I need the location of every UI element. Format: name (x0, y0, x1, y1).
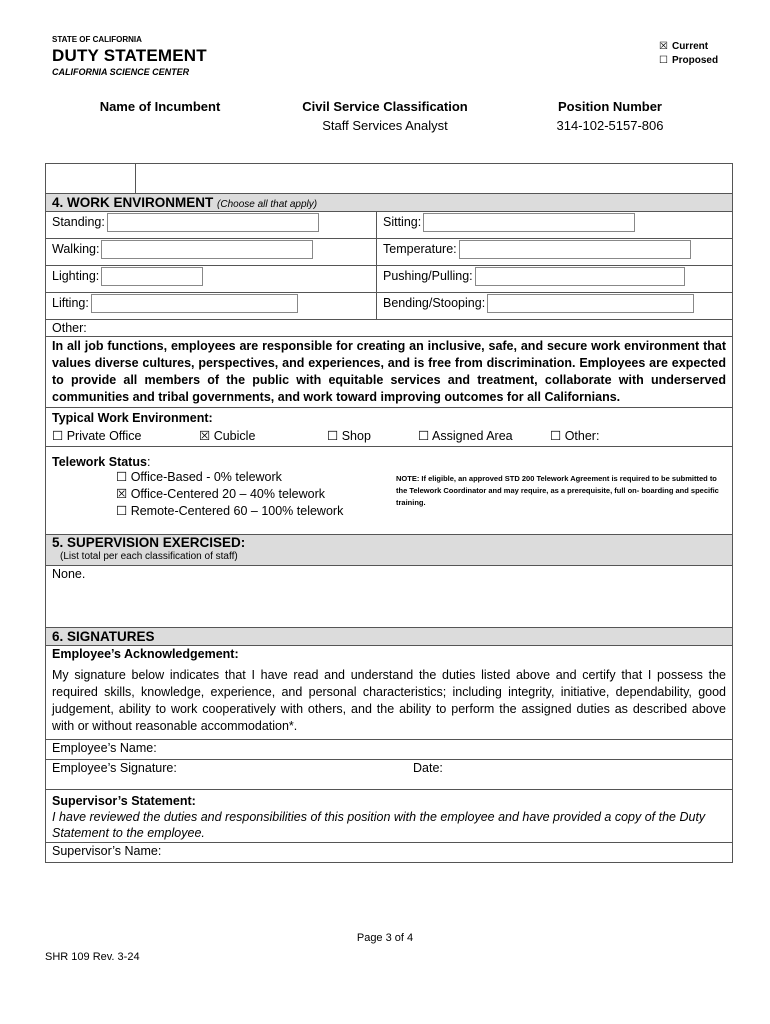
other-cell (46, 320, 733, 337)
checkbox-empty-icon[interactable]: ☐ (659, 55, 668, 66)
position-label: Position Number (557, 99, 662, 114)
sitting-label: Sitting: (383, 214, 422, 229)
row-employee-ack (46, 646, 733, 740)
employee-signature-label: Employee’s Signature: (52, 761, 177, 775)
supervisor-statement-text: I have reviewed the duties and responsibilities of this position with the employee and have provided a copy of the Duty Statement to the employee. (52, 810, 706, 840)
telework-note: NOTE: If eligible, an approved STD 200 Telework Agreement is required to be submitted to the Telework Coordinator and may require, as a prerequisite, full on- boarding and specific training. (396, 474, 719, 507)
standing-cell (46, 212, 377, 239)
option-cubicle-label: Cubicle (213, 429, 256, 443)
temperature-cell (377, 239, 733, 266)
supervision-value: None. (46, 566, 733, 628)
row-standing-sitting (46, 212, 733, 239)
supervision-header-row (46, 535, 733, 566)
row-supervisor-name (46, 843, 733, 863)
row-lighting-pushing (46, 266, 733, 293)
row-employee-name (46, 740, 733, 760)
option-assigned-area[interactable] (418, 427, 513, 445)
lighting-label: Lighting: (52, 268, 100, 283)
lifting-field[interactable] (91, 294, 298, 313)
status-current[interactable] (659, 40, 718, 54)
bending-field[interactable] (487, 294, 694, 313)
telework-heading: Telework Status: (52, 455, 151, 469)
row-lifting-bending (46, 293, 733, 320)
status-proposed-label: Proposed (671, 55, 719, 66)
status-proposed[interactable] (659, 54, 718, 68)
supervision-heading: 5. SUPERVISION EXERCISED: (52, 535, 246, 550)
typical-environment-cell (46, 408, 733, 447)
duty-form-table (45, 163, 733, 863)
checkbox-empty-icon[interactable]: ☐ (418, 429, 430, 443)
option-shop-label: Shop (341, 429, 371, 443)
work-environment-heading (46, 194, 733, 212)
classification-value: Staff Services Analyst (322, 118, 448, 133)
lighting-cell (46, 266, 377, 293)
status-current-label: Current (671, 41, 709, 52)
sitting-field[interactable] (423, 213, 635, 232)
typical-environment-label: Typical Work Environment: (52, 411, 213, 425)
row-typical-environment (46, 408, 733, 447)
standing-field[interactable] (107, 213, 319, 232)
standing-label: Standing: (52, 214, 105, 229)
telework-office-based-label: Office-Based - 0% telework (130, 470, 282, 484)
option-private-office-label: Private Office (66, 429, 142, 443)
organization-name: CALIFORNIA SCIENCE CENTER (52, 67, 190, 77)
lifting-cell (46, 293, 377, 320)
pushing-label: Pushing/Pulling: (383, 268, 473, 283)
telework-label: Telework Status (52, 455, 147, 469)
checkbox-empty-icon[interactable]: ☐ (550, 429, 562, 443)
telework-cell (46, 447, 733, 535)
checkbox-empty-icon[interactable]: ☐ (327, 429, 339, 443)
document-title: DUTY STATEMENT (52, 46, 207, 65)
telework-office-centered-label: Office-Centered 20 – 40% telework (130, 487, 326, 501)
date-label: Date: (413, 761, 443, 775)
checkbox-checked-icon[interactable]: ☒ (199, 429, 211, 443)
option-other[interactable] (550, 427, 599, 445)
checkbox-empty-icon[interactable]: ☐ (116, 504, 128, 518)
option-shop[interactable] (327, 427, 371, 445)
other-label: Other: (52, 321, 87, 335)
position-value: 314-102-5157-806 (556, 118, 664, 133)
option-private-office[interactable] (52, 427, 142, 445)
row-employee-signature (46, 760, 733, 790)
row-telework (46, 447, 733, 535)
work-environment-note: (Choose all that apply) (217, 199, 318, 210)
blank-cell-left (46, 164, 136, 194)
supervision-heading-cell (46, 535, 733, 566)
walking-label: Walking: (52, 241, 100, 256)
work-environment-title: 4. WORK ENVIRONMENT (52, 195, 214, 210)
row-supervision-value (46, 566, 733, 628)
option-other-label: Other: (564, 429, 600, 443)
state-label: STATE OF CALIFORNIA (52, 35, 142, 44)
employee-ack-label: Employee’s Acknowledgement: (52, 647, 239, 661)
supervision-subheading: (List total per each classification of staff) (60, 551, 238, 562)
checkbox-empty-icon[interactable]: ☐ (52, 429, 64, 443)
blank-cell-right (136, 164, 733, 194)
row-other (46, 320, 733, 337)
signatures-heading: 6. SIGNATURES (46, 628, 733, 646)
supervisor-statement-cell (46, 790, 733, 843)
bending-label: Bending/Stooping: (383, 295, 486, 310)
status-options (659, 40, 718, 68)
option-assigned-area-label: Assigned Area (432, 429, 513, 443)
signatures-header-row (46, 628, 733, 646)
lighting-field[interactable] (101, 267, 203, 286)
employee-ack-text: My signature below indicates that I have read and understand the duties listed above and certify that I possess the required skills, knowledge, experience, and personal characteristics; including integrity, initiative, dependability, good judgement, ability to work cooperatively with others, and the ability to perform the assigned duties as described above with or without reasonable accommodation*. (52, 668, 726, 733)
row-statement (46, 337, 733, 408)
typical-environment-options (52, 427, 726, 445)
employee-signature-cell[interactable] (46, 760, 733, 790)
supervisor-statement-label: Supervisor’s Statement: (52, 794, 196, 808)
supervisor-name-cell[interactable] (46, 843, 733, 863)
work-environment-header-row (46, 194, 733, 212)
classification-label: Civil Service Classification (302, 99, 468, 114)
row-walking-temperature (46, 239, 733, 266)
temperature-field[interactable] (459, 240, 691, 259)
blank-row (46, 164, 733, 194)
employee-ack-cell (46, 646, 733, 740)
page-number: Page 3 of 4 (356, 932, 414, 944)
employee-name-label: Employee’s Name: (52, 741, 157, 755)
walking-cell (46, 239, 377, 266)
checkbox-checked-icon[interactable]: ☒ (116, 487, 128, 501)
employee-name-cell[interactable] (46, 740, 733, 760)
pushing-cell (377, 266, 733, 293)
temperature-label: Temperature: (383, 241, 457, 256)
pushing-field[interactable] (475, 267, 685, 286)
form-revision: SHR 109 Rev. 3-24 (45, 951, 140, 963)
option-cubicle[interactable] (199, 427, 255, 445)
telework-remote-centered-label: Remote-Centered 60 – 100% telework (130, 504, 344, 518)
bending-cell (377, 293, 733, 320)
sitting-cell (377, 212, 733, 239)
inclusion-statement: In all job functions, employees are responsible for creating an inclusive, safe, and secure work environment that values diverse cultures, perspectives, and experiences, and is free from discrimination. Employees are expected to provide all members of the public with equitable services and treatment, collaborate with underserved communities and tribal governments, and work toward improving outcomes for all Californians. (46, 337, 733, 408)
checkbox-empty-icon[interactable]: ☐ (116, 470, 128, 484)
lifting-label: Lifting: (52, 295, 89, 310)
incumbent-label: Name of Incumbent (99, 99, 221, 114)
walking-field[interactable] (101, 240, 313, 259)
supervisor-name-label: Supervisor’s Name: (52, 844, 162, 858)
row-supervisor-statement (46, 790, 733, 843)
checkbox-checked-icon[interactable]: ☒ (659, 41, 668, 52)
